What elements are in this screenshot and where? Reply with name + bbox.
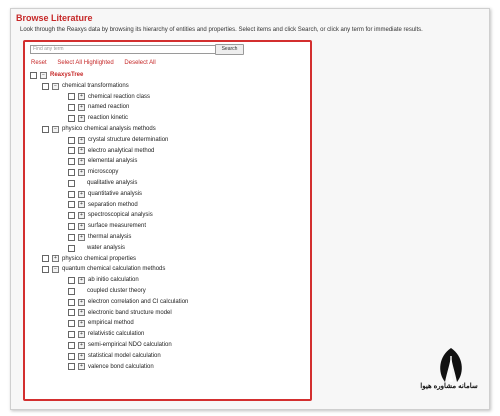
tree-item[interactable] [30,102,300,113]
tree-item[interactable] [30,113,300,124]
deselect-all-link[interactable]: Deselect All [124,60,156,66]
reset-link[interactable]: Reset [31,60,47,66]
tree-root[interactable] [30,70,300,81]
page-title: Browse Literature [16,13,93,23]
tree-item-label[interactable]: reaction kinetic [88,115,129,122]
minus-box-icon[interactable]: − [52,83,59,90]
minus-box-icon[interactable]: − [52,266,59,273]
tree-item-label[interactable]: separation method [88,201,138,208]
tree-checkbox[interactable] [42,83,49,90]
tree-item-label[interactable]: ab initio calculation [88,277,139,284]
tree-item-label[interactable]: physico chemical properties [62,255,137,262]
plus-box-icon[interactable]: + [78,342,85,349]
tree-item[interactable] [30,308,300,319]
tree-item[interactable] [30,232,300,243]
tree-checkbox[interactable] [68,234,75,241]
plus-box-icon[interactable]: + [78,169,85,176]
tree-item[interactable] [30,362,300,373]
plus-box-icon[interactable]: + [78,331,85,338]
tree-item[interactable] [30,92,300,103]
plus-box-icon[interactable]: + [78,93,85,100]
plus-box-icon[interactable]: + [78,234,85,241]
tree-item[interactable] [30,318,300,329]
tree-item-label[interactable]: electron correlation and CI calculation [88,298,189,305]
tree-checkbox[interactable] [68,223,75,230]
tree-checkbox[interactable] [68,201,75,208]
search-input[interactable]: Find any term [30,45,216,54]
tree-checkbox[interactable] [42,266,49,273]
tree-item[interactable] [30,329,300,340]
tree-item[interactable] [30,156,300,167]
tree-item-label[interactable]: named reaction [88,104,130,111]
tree-item-label[interactable]: crystal structure determination [88,136,169,143]
watermark-text: سامانه مشاوره هیوا [420,383,478,390]
tree-item-label[interactable]: empirical method [88,320,134,327]
tree-item[interactable] [30,297,300,308]
tree-item-label[interactable]: quantitative analysis [88,190,143,197]
tree-group[interactable] [30,124,300,135]
tree-item-label[interactable]: chemical reaction class [88,93,151,100]
tree-item-label[interactable]: physico chemical analysis methods [62,125,156,132]
tree-checkbox[interactable] [68,245,75,252]
tree-checkbox[interactable] [68,320,75,327]
tree-item[interactable] [30,221,300,232]
tree-actions [31,60,165,66]
tree-item-label[interactable]: semi-empirical NDO calculation [88,341,172,348]
tree-checkbox[interactable] [68,93,75,100]
tree-item[interactable] [30,275,300,286]
tree-item-label[interactable]: water analysis [87,244,126,251]
plus-box-icon[interactable]: + [78,363,85,370]
tree-item-label[interactable]: spectroscopical analysis [88,212,153,219]
tree-item-label[interactable]: valence bond calculation [88,363,154,370]
tree-item[interactable] [30,286,300,297]
plus-box-icon[interactable]: + [78,277,85,284]
search-button[interactable]: Search [215,44,244,55]
tree-checkbox[interactable] [68,169,75,176]
tree-item-label[interactable]: surface measurement [88,223,147,230]
tree-item-label[interactable]: coupled cluster theory [87,287,146,294]
hiva-logo-icon [414,342,488,406]
tree-checkbox[interactable] [68,115,75,122]
tree-item-label[interactable]: relativistic calculation [88,331,145,338]
plus-box-icon[interactable]: + [78,320,85,327]
tree-checkbox[interactable] [68,104,75,111]
tree-item-label[interactable]: elemental analysis [88,158,138,165]
tree-checkbox[interactable] [68,363,75,370]
reaxys-tree [30,70,300,372]
tree-checkbox[interactable] [68,158,75,165]
tree-item[interactable] [30,243,300,254]
tree-item[interactable] [30,340,300,351]
tree-item-label[interactable]: microscopy [88,169,119,176]
minus-box-icon[interactable]: − [52,126,59,133]
tree-checkbox[interactable] [68,180,75,187]
plus-box-icon[interactable]: + [78,201,85,208]
tree-item-label[interactable]: thermal analysis [88,233,132,240]
tree-checkbox[interactable] [68,342,75,349]
tree-checkbox[interactable] [42,255,49,262]
tree-item[interactable] [30,200,300,211]
tree-checkbox[interactable] [68,137,75,144]
tree-checkbox[interactable] [42,126,49,133]
tree-item[interactable] [30,178,300,189]
plus-box-icon[interactable]: + [78,191,85,198]
plus-box-icon[interactable]: + [78,299,85,306]
tree-item[interactable] [30,189,300,200]
plus-box-icon[interactable]: + [78,223,85,230]
tree-group[interactable] [30,81,300,92]
tree-item-label[interactable]: electronic band structure model [88,309,172,316]
instructions-text: Look through the Reaxys data by browsing its hierarchy of entities and properties. Select items and click Search, or click any term for immediate results. [20,27,423,33]
tree-item[interactable] [30,146,300,157]
plus-box-icon[interactable]: + [78,147,85,154]
plus-box-icon[interactable]: + [78,115,85,122]
tree-item-label[interactable]: ReaxysTree [50,72,84,78]
tree-item[interactable] [30,351,300,362]
tree-checkbox[interactable] [68,299,75,306]
tree-item[interactable] [30,167,300,178]
tree-item[interactable] [30,210,300,221]
tree-item-label[interactable]: electro analytical method [88,147,155,154]
plus-box-icon[interactable]: + [78,104,85,111]
tree-checkbox[interactable] [68,309,75,316]
tree-group[interactable] [30,254,300,265]
tree-checkbox[interactable] [68,331,75,338]
tree-item-label[interactable]: chemical transformations [62,82,129,89]
tree-checkbox[interactable] [68,288,75,295]
tree-item[interactable] [30,135,300,146]
tree-item-label[interactable]: quantum chemical calculation methods [62,266,166,273]
tree-item-label[interactable]: statistical model calculation [88,352,161,359]
select-all-highlighted-link[interactable]: Select All Highlighted [57,60,114,66]
plus-box-icon[interactable]: + [78,353,85,360]
plus-box-icon[interactable]: + [78,212,85,219]
tree-checkbox[interactable] [68,277,75,284]
plus-box-icon[interactable]: + [78,158,85,165]
minus-box-icon[interactable]: − [40,72,47,79]
plus-box-icon[interactable]: + [52,255,59,262]
tree-checkbox[interactable] [68,191,75,198]
tree-group[interactable] [30,264,300,275]
plus-box-icon[interactable]: + [78,309,85,316]
tree-checkbox[interactable] [68,212,75,219]
tree-checkbox[interactable] [30,72,37,79]
plus-box-icon[interactable]: + [78,137,85,144]
tree-checkbox[interactable] [68,147,75,154]
tree-checkbox[interactable] [68,353,75,360]
tree-item-label[interactable]: qualitative analysis [87,179,138,186]
